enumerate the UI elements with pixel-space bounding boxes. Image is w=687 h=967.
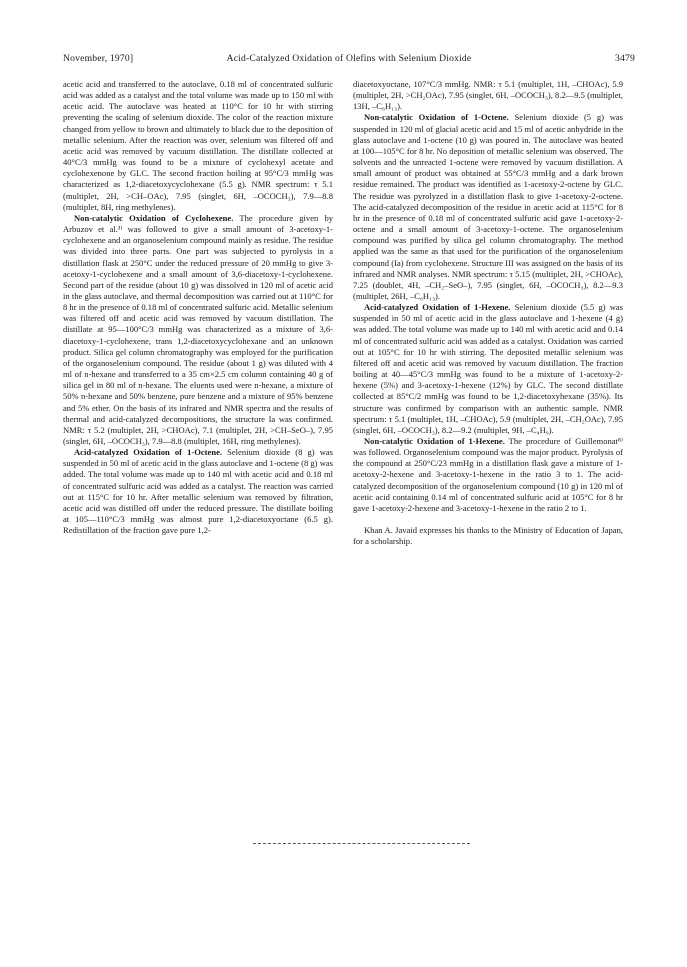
paragraph-text: acetic acid and transferred to the autoclave, 0.18 ml of concentrated sulfuric acid was added as a catalyst and the total volume was made up to 150 ml with acetic acid. The autoclave was heated at 110°C for 10 hr with stirring preventing the scaling of selenium dioxide. The color of the reaction mixture changed from yellow to brown and ultimately to black due to the deposition of metallic selenium. After the reaction was over, selenium was filtered off and acetic acid was removed by vacuum distillation. The distillate collected at 40°C/3 mmHg was found to be a mixture of cyclohexyl acetate and cyclohexenone by GLC. The second fraction boiling at 95°C/3 mmHg was characterized as 1,2-diacetoxycyclohexane (5.5 g). NMR spectrum: τ 5.1 (multiplet, 2H, >CH–OAc), 7.95 (singlet, 6H, –OCOCH₃), 7.9—8.8 (multiplet, 8H, ring methylenes). [63, 79, 333, 212]
paragraph-text: Selenium dioxide (5.5 g) was suspended in 50 ml of acetic acid in the glass autoclave and 1-hexene (4 g) was added. The total volume was made up to 140 ml with acetic acid and 0.14 ml of concentrated sulfuric acid was added as a catalyst. Oxidation was carried out at 105°C for 10 hr with stirring. The deposited metallic selenium was filtered off and acetic acid was removed by vacuum distillation. The fraction boiling at 40—45°C/3 mmHg was found to be a mixture of 1-acetoxy-2-hexene (5%) and 3-acetoxy-1-hexene (12%) by GLC. The second distillate collected at 85°C/2 mmHg was found to be 1,2-diacetoxyhexane (35%). Its structure was confirmed by comparison with an authentic sample. NMR spectrum: τ 5.1 (multiplet, 1H, –CHOAc), 5.9 (multiplet, 2H, –CH₂OAc), 7.95 (singlet, 6H, –OCOCH₃), 8.2—9.2 (multiplet, 9H, –C₄H₉). [353, 302, 623, 435]
paragraph [353, 436, 623, 514]
section-heading: Acid-catalyzed Oxidation of 1-Octene. [74, 447, 223, 458]
header-date: November, 1970] [63, 53, 134, 64]
section-heading: Acid-catalyzed Oxidation of 1-Hexene. [364, 302, 511, 313]
paragraph [353, 302, 623, 436]
divider-rule [253, 843, 470, 844]
page-number: 3479 [615, 53, 635, 64]
paragraph-text: Selenium dioxide (8 g) was suspended in 50 ml of acetic acid in the glass autoclave and 1-octene (8 g) was added. The total volume was made up to 140 ml with acetic acid and 0.18 ml of concentrated sulfuric acid was added as a catalyst. The reaction was carried out at 115°C for 10 hr. After metallic selenium was removed by filtration, acetic acid was distilled off under the reduced pressure. The distillate boiling at 105—110°C/3 mmHg was almost pure 1,2-diacetoxyoctane (6.5 g). Redistillation of the fraction gave pure 1,2- [63, 447, 333, 536]
header-title: Acid-Catalyzed Oxidation of Olefins with Selenium Dioxide [226, 53, 472, 64]
acknowledgement [353, 525, 623, 547]
right-column [353, 79, 623, 547]
running-header [63, 52, 635, 66]
paragraph [353, 79, 623, 112]
paragraph [63, 79, 333, 213]
paragraph-text: The procedure given by Arbuzov et al.³⁾ was followed to give a small amount of 3-acetoxy-1-cyclohexene and an organoselenium compound mainly as residue. The residue was divided into three parts. One part was subjected to pyrolysis in a distillation flask at 250°C under the reduced pressure of 20 mmHg to give 3-acetoxy-1-cyclohexene and a small amount of 3,6-diacetoxy-1-cyclohexene. Second part of the residue (about 10 g) was dissolved in 120 ml of acetic acid in the glass autoclave, and thermal decomposition was carried out at 110°C for 8 hr in the presence of 0.18 ml of concentrated sulfuric acid. Metallic selenium was filtered off and acetic acid was removed by vacuum distillation. The distillate at 95—100°C/3 mmHg was characterized as a mixture of 3,6-diacetoxy-1-cyclohexene, trans 1,2-diacetoxycyclohexane and an unknown product. Silica gel column chromatography was employed for the purification of the organoselenium compound. The residue (about 1 g) was diluted with 4 ml of n-hexane and transferred to a 35 cm×2.5 cm column containing 40 g of silica gel in 80 ml of n-hexane. The eluents used were n-hexane, a mixture of 50% n-hexane and 50% benzene, pure benzene and a mixture of 95% benzene and 5% ether. On the basis of its infrared and NMR spectra and the results of thermal and acid-catalyzed decompositions, the structure Ia was confirmed. NMR: τ 5.2 (multiplet, 2H, >CHOAc), 7.1 (multiplet, 2H, >CH–SeO–), 7.95 (singlet, 6H, –OCOCH₃), 7.9—8.8 (multiplet, 16H, ring methylenes). [63, 212, 334, 446]
paragraph-text: The procedure of Guillemonat⁸⁾ was followed. Organoselenium compound was the major product. Pyrolysis of the compound at 250°C/23 mmHg in a distillation flask gave a mixture of 1-acetoxy-2-hexene and 3-acetoxy-1-hexene in the ratio 3 to 1. The acid-catalyzed decomposition of the organoselenium compound (10 g) in 120 ml of acetic acid containing 0.14 ml of concentrated sulfuric acid at 105°C for 8 hr gave 1-acetoxy-2-hexene and 3-acetoxy-1-hexene in the ratio 2 to 1. [353, 436, 623, 513]
paragraph [63, 447, 333, 536]
section-heading: Non-catalytic Oxidation of 1-Hexene. [364, 436, 505, 446]
paragraph [353, 112, 623, 302]
paragraph-text: diacetoxyoctane, 107°C/3 mmHg. NMR: τ 5.1 (multiplet, 1H, –CHOAc), 5.9 (multiplet, 2H, >CH₂OAc), 7.95 (singlet, 6H, –OCOCH₃), 8.2—9.5 (multiplet, 13H, –C₆H₁₃). [353, 79, 623, 112]
left-column [63, 79, 333, 536]
section-heading: Non-catalytic Oxidation of Cyclohexene. [74, 212, 234, 223]
section-heading: Non-catalytic Oxidation of 1-Octene. [364, 112, 509, 123]
paragraph [63, 213, 333, 447]
paragraph-text: Selenium dioxide (5 g) was suspended in 120 ml of glacial acetic acid and 15 ml of acetic anhydride in the glass autoclave and 1-octene (10 g) was poured in. The autoclave was heated at 100—105°C for 8 hr. No deposition of metallic selenium was observed. The solvents and the unreacted 1-octene were removed by vacuum distillation. A small amount of product was obtained at 55°C/3 mmHg and a dark brown residue remained. The product was identified as 1-acetoxy-2-octene by GLC. The residue was pyrolyzed in a distillation flask to give 1-acetoxy-2-octene. The acid-catalyzed decomposition of the residue in acetic acid at 115°C for 8 hr in the presence of 0.18 ml of concentrated sulfuric acid gave 1-acetoxy-2-octene and a small amount of 3-acetoxy-1-octene. The organoselenium compound was purified by silica gel column chromatography. The method applied was the same as that used for the purification of the organoselenium compound (Ia) from cyclohexene. Structure III was assigned on the basis of its infrared and NMR analyses. NMR spectrum: τ 5.15 (multiplet, 2H, >CHOAc), 7.25 (doublet, 4H, –CH₂–SeO–), 7.95 (singlet, 6H, –OCOCH₃), 8.2—9.3 (multiplet, 26H, –C₆H₁₃). [353, 112, 623, 301]
acknowledgement-text: Khan A. Javaid expresses his thanks to the Ministry of Education of Japan, for a scholarship. [353, 525, 623, 547]
